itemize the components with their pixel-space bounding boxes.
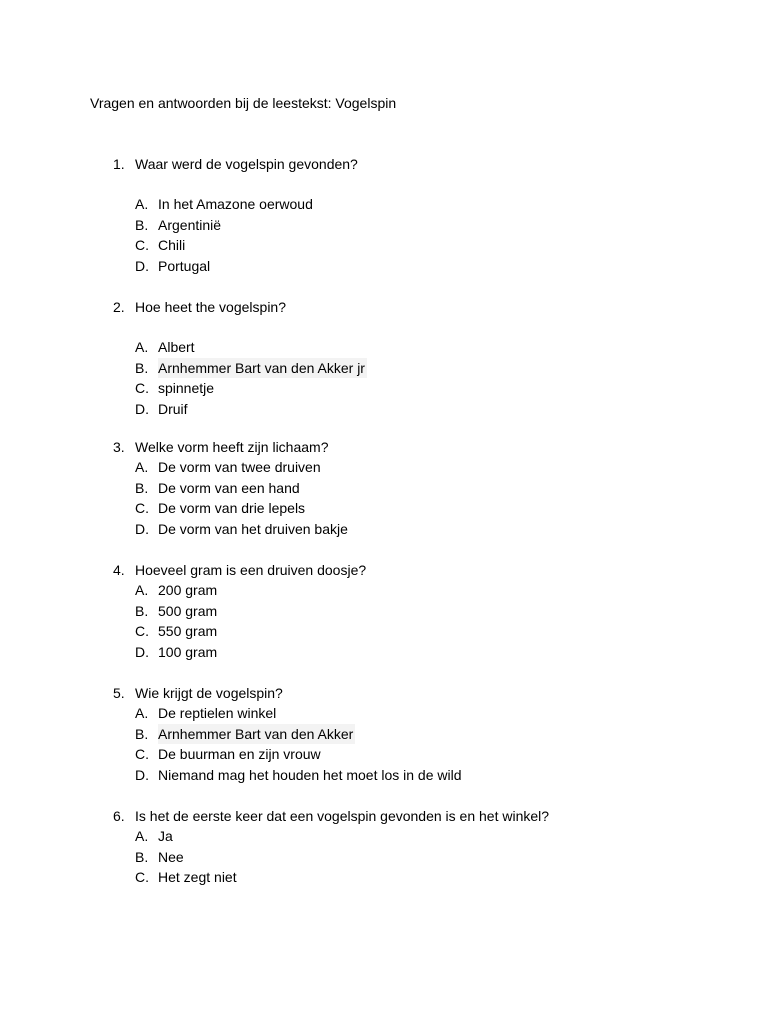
option-letter: C. (135, 237, 149, 253)
option-letter: A. (135, 582, 149, 598)
answer-options (0, 580, 768, 662)
answer-option (0, 378, 768, 399)
document-title: Vragen en antwoorden bij de leestekst: Vogelspin (90, 95, 397, 111)
answer-option (0, 765, 768, 786)
question-line (0, 683, 768, 703)
option-letter: D. (135, 520, 149, 537)
answer-option (0, 744, 768, 765)
question-text: Wie krijgt de vogelspin? (135, 685, 283, 701)
option-text: De vorm van een hand (158, 479, 300, 496)
option-text: Nee (158, 848, 184, 865)
question-line (0, 437, 768, 457)
option-text: Arnhemmer Bart van den Akker (158, 725, 354, 742)
option-letter: B. (135, 479, 149, 496)
question-2 (0, 297, 768, 419)
answer-options (0, 826, 768, 888)
option-letter: C. (135, 746, 149, 762)
option-letter: B. (135, 216, 149, 233)
option-letter: A. (135, 828, 149, 844)
option-letter: A. (135, 196, 149, 212)
question-text: Hoeveel gram is een druiven doosje? (135, 562, 367, 578)
option-text: De reptielen winkel (158, 705, 277, 721)
answer-options (0, 457, 768, 539)
option-text: In het Amazone oerwoud (158, 196, 313, 212)
option-letter: B. (135, 848, 149, 865)
question-line (0, 806, 768, 826)
answer-option (0, 826, 768, 847)
answer-option (0, 399, 768, 420)
question-line (0, 154, 768, 174)
answer-options (0, 337, 768, 419)
question-text: Welke vorm heeft zijn lichaam? (135, 439, 329, 455)
option-text: Portugal (158, 257, 211, 274)
option-text: 100 gram (158, 643, 218, 660)
option-text: 550 gram (158, 623, 218, 639)
answer-option (0, 580, 768, 601)
question-number: 4. (113, 562, 125, 578)
option-text: De buurman en zijn vrouw (158, 746, 321, 762)
question-number: 1. (113, 156, 125, 172)
answer-option (0, 642, 768, 663)
answer-option (0, 358, 768, 379)
answer-option (0, 337, 768, 358)
question-number: 6. (113, 808, 125, 824)
answer-option (0, 601, 768, 622)
option-letter: A. (135, 459, 149, 475)
answer-option (0, 235, 768, 256)
answer-option (0, 194, 768, 215)
option-text: Niemand mag het houden het moet los in de wild (158, 766, 462, 783)
option-letter: A. (135, 339, 149, 355)
answer-option (0, 457, 768, 478)
option-text: De vorm van drie lepels (158, 500, 306, 516)
answer-option (0, 724, 768, 745)
answer-options (0, 194, 768, 276)
option-text: Ja (158, 828, 173, 844)
question-text: Waar werd de vogelspin gevonden? (135, 156, 358, 172)
answer-option (0, 256, 768, 277)
question-6 (0, 806, 768, 888)
question-text: Is het de eerste keer dat een vogelspin gevonden is en het winkel? (135, 808, 550, 824)
option-letter: B. (135, 725, 149, 742)
question-5 (0, 683, 768, 785)
option-letter: D. (135, 257, 149, 274)
option-text: Het zegt niet (158, 869, 237, 885)
answer-option (0, 621, 768, 642)
option-text: spinnetje (158, 380, 215, 396)
question-3 (0, 437, 768, 539)
answer-options (0, 703, 768, 785)
option-letter: C. (135, 380, 149, 396)
question-text: Hoe heet the vogelspin? (135, 299, 286, 315)
option-text: Druif (158, 400, 188, 417)
option-text: 200 gram (158, 582, 218, 598)
answer-option (0, 519, 768, 540)
option-letter: B. (135, 602, 149, 619)
answer-option (0, 703, 768, 724)
question-1 (0, 154, 768, 276)
question-number: 2. (113, 299, 125, 315)
option-letter: D. (135, 766, 149, 783)
option-text: De vorm van het druiven bakje (158, 520, 348, 537)
answer-option (0, 498, 768, 519)
option-letter: C. (135, 623, 149, 639)
option-letter: B. (135, 359, 149, 376)
option-letter: A. (135, 705, 149, 721)
question-line (0, 560, 768, 580)
option-text: Albert (158, 339, 195, 355)
answer-option (0, 867, 768, 888)
question-number: 5. (113, 685, 125, 701)
option-text: Chili (158, 237, 186, 253)
answer-option (0, 215, 768, 236)
option-letter: D. (135, 400, 149, 417)
option-text: Argentinië (158, 216, 222, 233)
question-line (0, 297, 768, 317)
answer-option (0, 847, 768, 868)
option-text: Arnhemmer Bart van den Akker jr (158, 359, 365, 376)
question-number: 3. (113, 439, 125, 455)
answer-option (0, 478, 768, 499)
option-letter: D. (135, 643, 149, 660)
option-text: 500 gram (158, 602, 218, 619)
option-letter: C. (135, 500, 149, 516)
option-letter: C. (135, 869, 149, 885)
question-4 (0, 560, 768, 662)
option-text: De vorm van twee druiven (158, 459, 321, 475)
